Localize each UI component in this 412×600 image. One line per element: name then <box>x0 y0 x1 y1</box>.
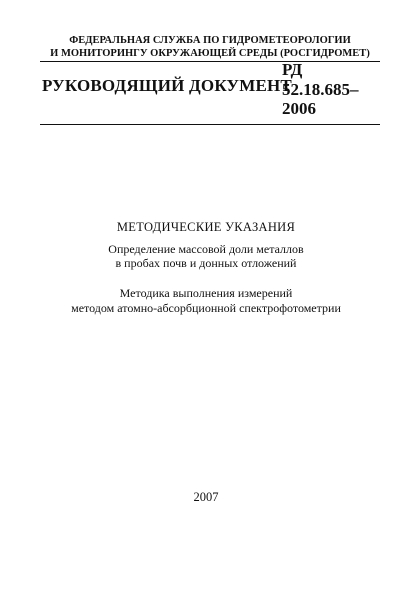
agency-name <box>40 34 380 60</box>
subtitle-line-1: Определение массовой доли металлов <box>108 242 304 256</box>
document-title: МЕТОДИЧЕСКИЕ УКАЗАНИЯ <box>116 220 296 234</box>
method-line-2: методом атомно-абсорбционной спектрофотометрии <box>71 301 341 315</box>
bottom-divider <box>40 124 380 125</box>
method-line-1: Методика выполнения измерений <box>119 286 293 300</box>
agency-line-1: ФЕДЕРАЛЬНАЯ СЛУЖБА ПО ГИДРОМЕТЕОРОЛОГИИ <box>69 35 351 46</box>
method-description <box>0 286 412 316</box>
subtitle-line-2: в пробах почв и донных отложений <box>115 256 297 270</box>
agency-line-2: И МОНИТОРИНГУ ОКРУЖАЮЩЕЙ СРЕДЫ (РОСГИДРОМЕТ) <box>50 48 370 59</box>
document-number: 52.18.685–2006 <box>282 80 359 118</box>
document-type: РУКОВОДЯЩИЙ ДОКУМЕНТ <box>42 76 292 95</box>
publication-year: 2007 <box>193 490 219 504</box>
top-divider <box>40 61 380 62</box>
document-prefix: РД <box>282 60 303 79</box>
document-subtitle <box>0 242 412 270</box>
